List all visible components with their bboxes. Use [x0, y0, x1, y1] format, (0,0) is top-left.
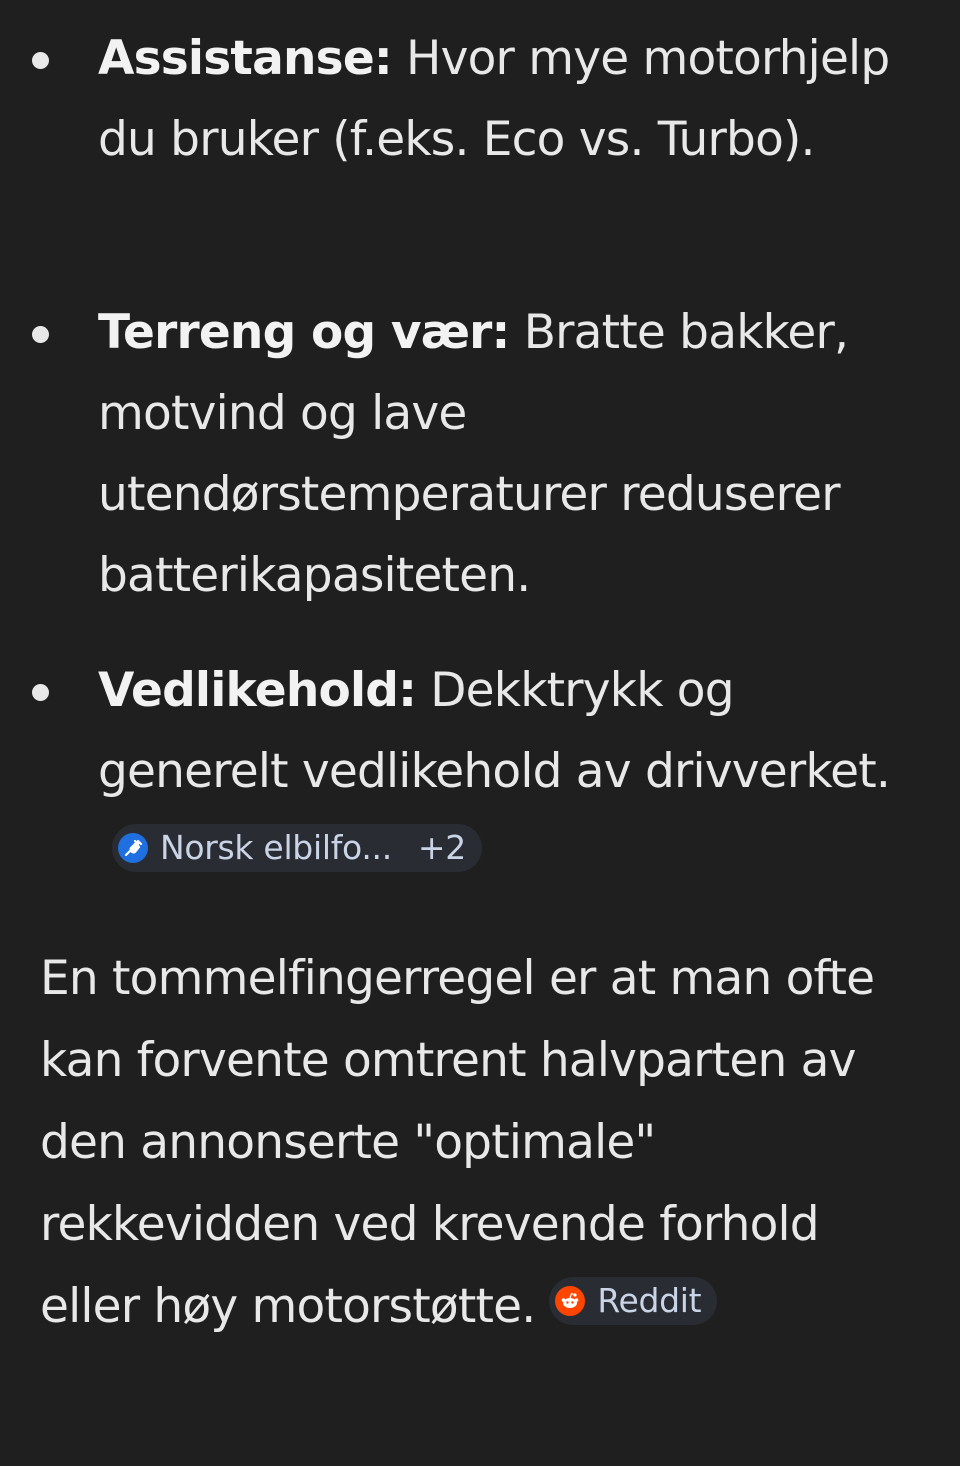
source-chip-reddit[interactable]: [549, 1277, 717, 1325]
reddit-icon: [555, 1286, 585, 1316]
bullet-icon: [32, 326, 49, 343]
source-chip-label: Reddit: [597, 1281, 702, 1320]
bullet-icon: [32, 52, 49, 69]
term-label: Terreng og vær:: [98, 305, 510, 360]
plug-icon: [118, 833, 148, 863]
paragraph-text: En tommelfingerregel er at man ofte kan forvente omtrent halvparten av den annonserte "optimale" rekkevidden ved krevende forhold eller høy motorstøtte.: [40, 951, 875, 1334]
item-text: Dekktrykk og generelt vedlikehold av drivverket.: [98, 663, 891, 799]
item-text: Bratte bakker, motvind og lave utendørstemperaturer reduserer batterikapasiteten.: [98, 305, 849, 603]
item-text: Hvor mye motorhjelp du bruker (f.eks. Eco vs. Turbo).: [98, 31, 890, 167]
list-item-terreng: [0, 292, 960, 616]
source-chip-norsk-elbilforening[interactable]: [112, 824, 482, 872]
summary-paragraph: [40, 938, 920, 1348]
term-label: Vedlikehold:: [98, 663, 417, 718]
list-item-assistanse: [0, 18, 960, 180]
source-chip-label: Norsk elbilfo...: [160, 828, 392, 867]
source-chip-more-count: +2: [417, 828, 466, 867]
term-label: Assistanse:: [98, 31, 392, 86]
list-item-vedlikehold: [0, 650, 960, 893]
bullet-icon: [32, 684, 49, 701]
